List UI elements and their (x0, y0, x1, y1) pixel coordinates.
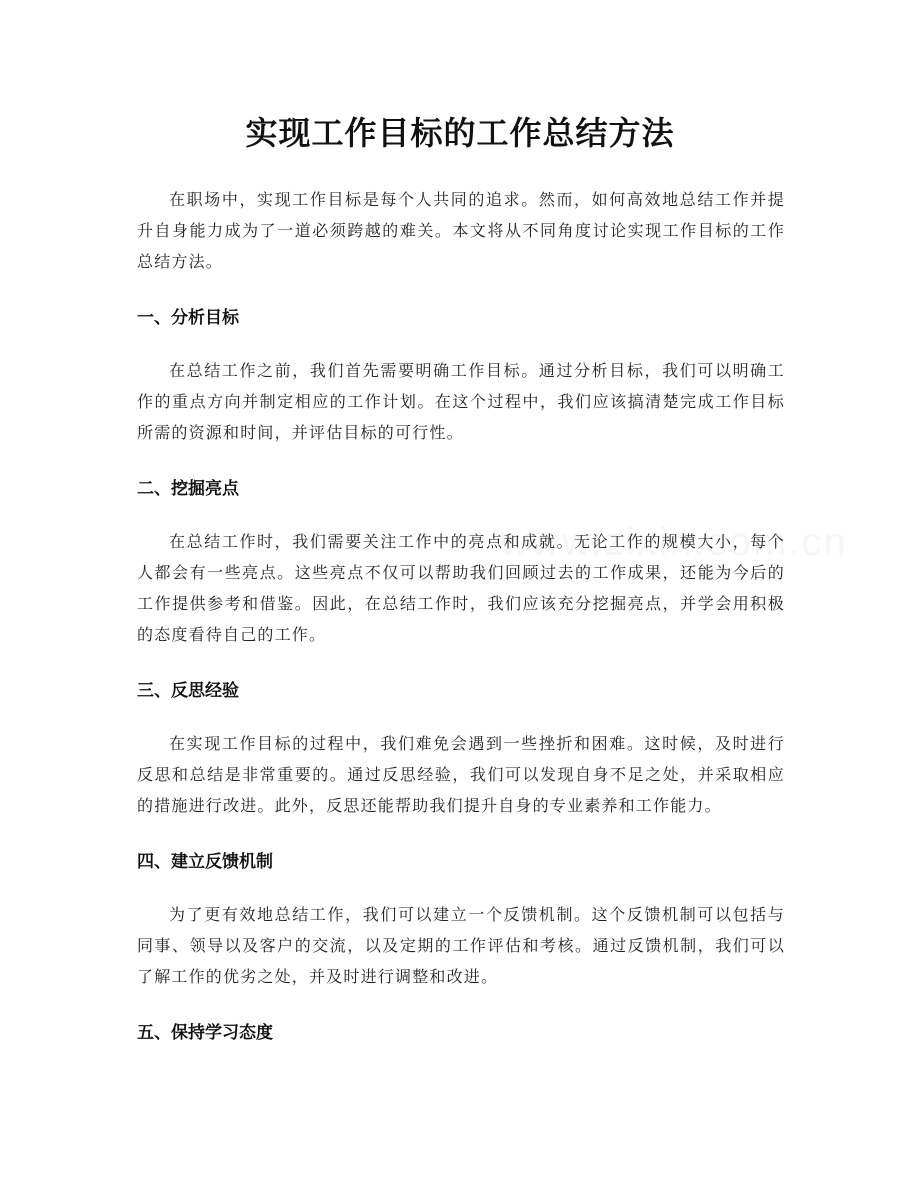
document-title: 实现工作目标的工作总结方法 (245, 114, 675, 152)
intro-paragraph: 在职场中，实现工作目标是每个人共同的追求。然而，如何高效地总结工作并提升自身能力成为了一道必须跨越的难关。本文将从不同角度讨论实现工作目标的工作总结方法。 (137, 190, 785, 271)
section-heading-3: 三、反思经验 (137, 681, 239, 701)
section-body-4: 为了更有效地总结工作，我们可以建立一个反馈机制。这个反馈机制可以包括与同事、领导以及客户的交流，以及定期的工作评估和考核。通过反馈机制，我们可以了解工作的优劣之处，并及时进行调整和改进。 (137, 905, 785, 986)
section-body-1: 在总结工作之前，我们首先需要明确工作目标。通过分析目标，我们可以明确工作的重点方向并制定相应的工作计划。在这个过程中，我们应该搞清楚完成工作目标所需的资源和时间，并评估目标的可行性。 (137, 361, 785, 442)
section-heading-5: 五、保持学习态度 (137, 1023, 273, 1043)
section-heading-1: 一、分析目标 (137, 308, 239, 328)
document-body (137, 184, 785, 1046)
section-heading-2: 二、挖掘亮点 (137, 479, 239, 499)
section-heading-4: 四、建立反馈机制 (137, 852, 273, 872)
section-body-2: 在总结工作时，我们需要关注工作中的亮点和成就。无论工作的规模大小，每个人都会有一些亮点。这些亮点不仅可以帮助我们回顾过去的工作成果，还能为今后的工作提供参考和借鉴。因此，在总结工作时，我们应该充分挖掘亮点，并学会用积极的态度看待自己的工作。 (137, 532, 785, 644)
section-body-3: 在实现工作目标的过程中，我们难免会遇到一些挫折和困难。这时候，及时进行反思和总结是非常重要的。通过反思经验，我们可以发现自身不足之处，并采取相应的措施进行改进。此外，反思还能帮助我们提升自身的专业素养和工作能力。 (137, 734, 785, 815)
